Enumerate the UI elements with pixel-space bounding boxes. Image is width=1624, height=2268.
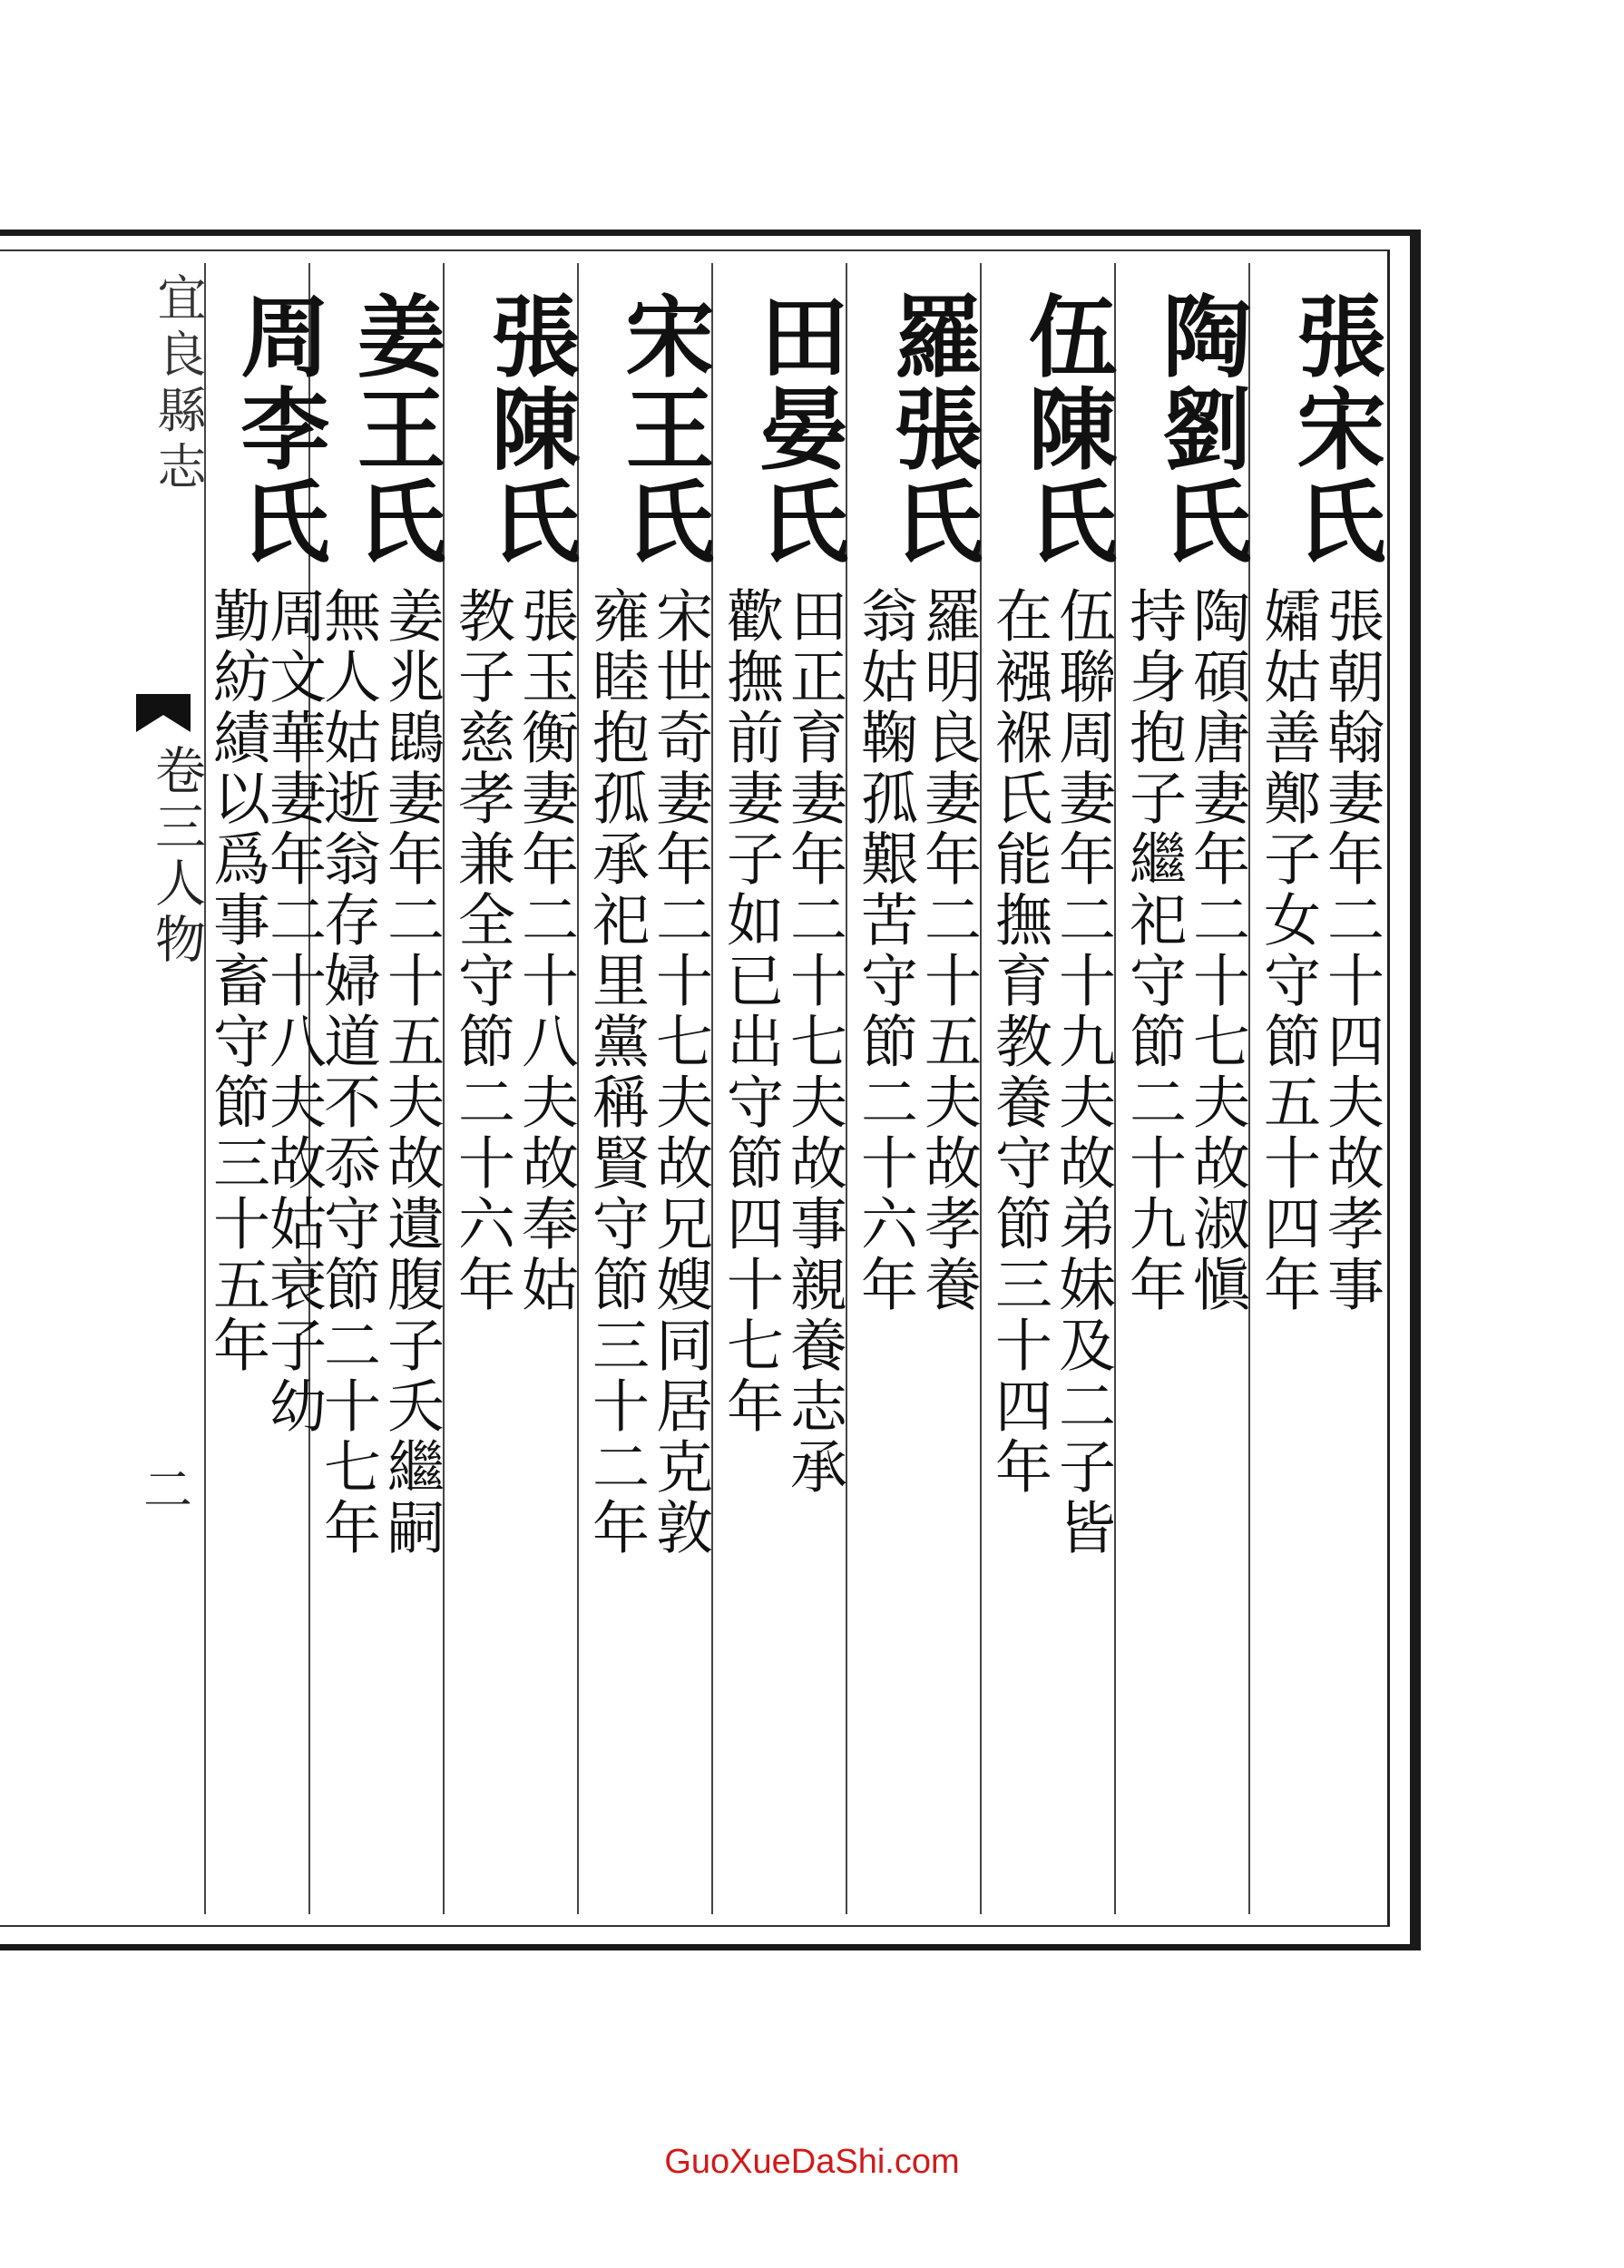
entry-text: 張玉衡妻年二十八夫故奉姑: [513, 586, 579, 1315]
entry-text: 伍聯周妻年二十九夫故弟妹及二子皆: [1050, 586, 1116, 1559]
entry-text: 勤紡績以爲事畜守節三十五年: [204, 586, 270, 1376]
entry-text: 教子慈孝兼全守節二十六年: [449, 586, 515, 1315]
entry-column: [1118, 290, 1256, 1923]
entry-text: 在襁褓氏能撫育教養守節三十四年: [986, 586, 1052, 1498]
section-label: 卷三人物: [147, 744, 206, 969]
entry-name: 周李氏: [226, 290, 330, 568]
entry-name: 田晏氏: [745, 290, 849, 568]
entry-text: 宋世奇妻年二十七夫故兄嫂同居克敦: [647, 586, 713, 1559]
entry-text: 歡撫前妻子如已出守節四十七年: [718, 586, 784, 1437]
page-number: 二: [143, 1461, 192, 1519]
entry-text: 陶碩唐妻年二十七夫故淑愼: [1184, 586, 1250, 1315]
entry-column: [581, 290, 719, 1923]
entry-text: 周文華妻年二十八夫故姑衰子幼: [260, 586, 327, 1437]
book-title: 宜良縣志: [150, 272, 207, 497]
fishtail-mark: [136, 694, 191, 732]
entry-text: 無人姑逝翁存婦道不忝守節二十七年: [315, 586, 381, 1559]
entry-name: 張宋氏: [1282, 290, 1386, 568]
entry-column: [715, 290, 853, 1923]
entry-text: 雍睦抱孤承祀里黨稱賢守節三十二年: [583, 586, 650, 1559]
entry-column: [983, 290, 1121, 1923]
entry-text: 張朝翰妻年二十四夫故孝事: [1318, 586, 1384, 1315]
entry-name: 張陳氏: [476, 290, 581, 568]
entry-name: 姜王氏: [342, 290, 446, 568]
entry-text: 翁姑鞠孤艱苦守節二十六年: [852, 586, 918, 1315]
entry-text: 羅明良妻年二十五夫故孝養: [915, 586, 982, 1315]
entry-text: 持身抱子繼祀守節二十九年: [1120, 586, 1187, 1315]
entry-column: [1252, 290, 1390, 1923]
entry-column: [205, 290, 343, 1923]
entry-name: 伍陳氏: [1013, 290, 1118, 568]
watermark-text: GuoXueDaShi.com: [664, 2143, 960, 2181]
entry-name: 宋王氏: [611, 290, 715, 568]
entry-name: 陶劉氏: [1148, 290, 1252, 568]
entry-text: 田正育妻年二十七夫故事親養志承: [781, 586, 847, 1498]
entry-text: 孀姑善鄭子女守節五十四年: [1255, 586, 1321, 1315]
book-margin: [136, 272, 207, 1905]
entry-text: 姜兆鵾妻年二十五夫故遺腹子夭繼嗣: [378, 586, 445, 1559]
entry-column: [446, 290, 584, 1923]
entry-column: [849, 290, 987, 1923]
entry-name: 羅張氏: [879, 290, 983, 568]
